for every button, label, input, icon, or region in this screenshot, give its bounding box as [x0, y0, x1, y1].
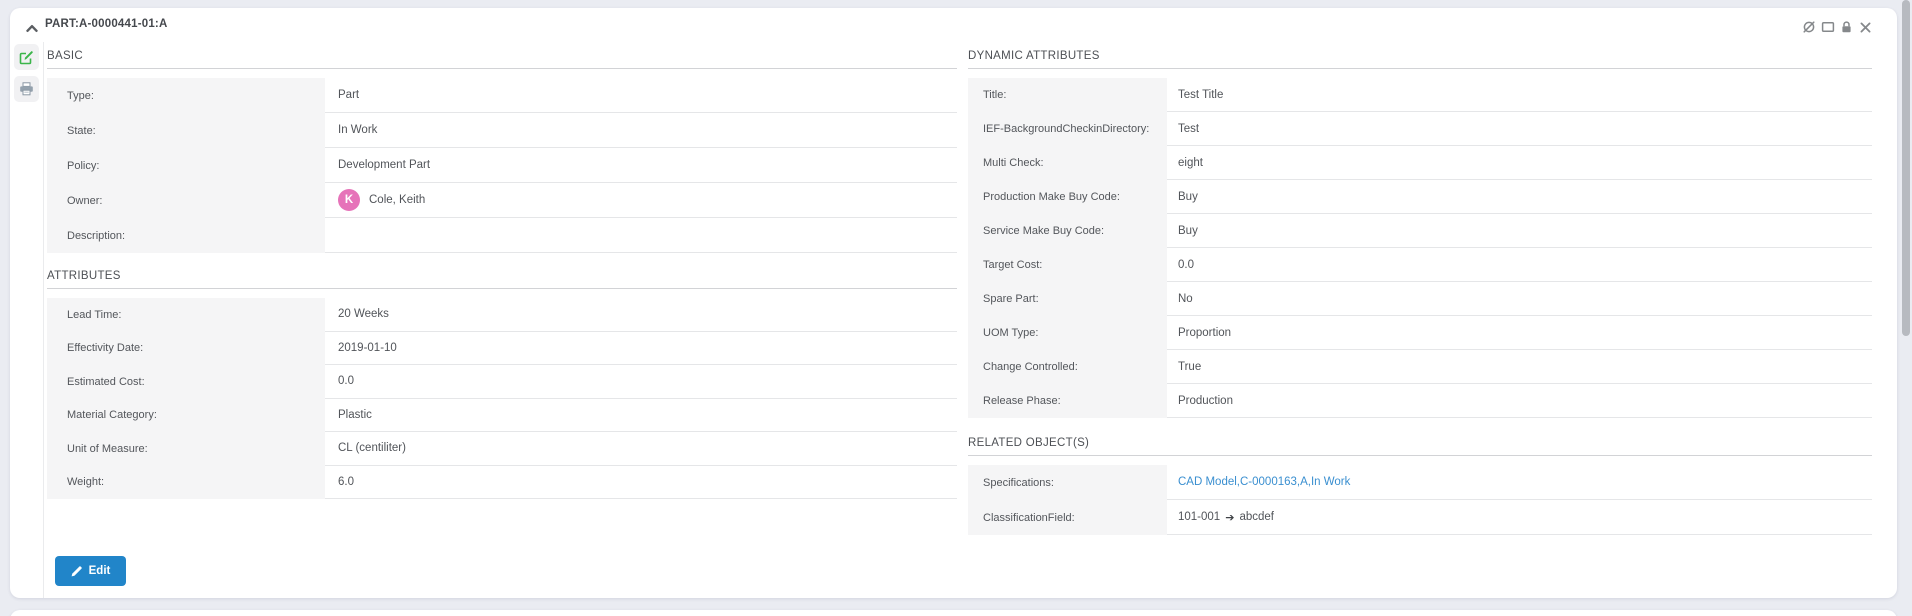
field-row: [968, 248, 1872, 282]
next-panel-edge: [10, 610, 1897, 616]
refresh-icon[interactable]: [1801, 20, 1816, 34]
section-rows: [968, 78, 1872, 418]
section-rows: [968, 465, 1872, 535]
field-label: Unit of Measure:: [47, 432, 325, 466]
chevron-up-icon: [26, 24, 38, 33]
specification-link[interactable]: CAD Model,C-0000163,A,In Work: [1178, 476, 1351, 488]
pencil-icon: [71, 566, 82, 577]
field-row: [968, 282, 1872, 316]
field-value: Part: [325, 78, 957, 113]
field-value: Production: [1167, 384, 1872, 418]
field-value: Test Title: [1167, 78, 1872, 112]
section-title: RELATED OBJECT(S): [968, 437, 1872, 456]
field-label: Type:: [47, 78, 325, 113]
field-row: [47, 113, 957, 148]
field-label: IEF-BackgroundCheckinDirectory:: [968, 112, 1167, 146]
field-row: [47, 298, 957, 332]
field-label: Specifications:: [968, 465, 1167, 500]
field-row: [968, 316, 1872, 350]
field-row: [47, 399, 957, 433]
field-row: [968, 214, 1872, 248]
edit-properties-button[interactable]: [14, 44, 39, 70]
classification-code: 101-001: [1178, 511, 1221, 523]
field-value: 20 Weeks: [325, 298, 957, 332]
field-row: [47, 432, 957, 466]
section-rows: [47, 298, 957, 499]
field-value: 6.0: [325, 466, 957, 500]
print-button[interactable]: [14, 76, 39, 102]
owner-avatar: K: [338, 189, 360, 211]
field-value: Buy: [1167, 214, 1872, 248]
field-value: [1167, 465, 1872, 500]
field-label: Title:: [968, 78, 1167, 112]
field-label: Estimated Cost:: [47, 365, 325, 399]
field-label: Effectivity Date:: [47, 332, 325, 366]
field-value: In Work: [325, 113, 957, 148]
vertical-scrollbar-thumb[interactable]: [1902, 0, 1910, 336]
field-value: True: [1167, 350, 1872, 384]
field-value: 0.0: [1167, 248, 1872, 282]
owner-name: Cole, Keith: [369, 194, 426, 206]
field-label: Multi Check:: [968, 146, 1167, 180]
rail-divider: [43, 42, 44, 598]
field-value: Buy: [1167, 180, 1872, 214]
field-row: [47, 78, 957, 113]
field-label: Owner:: [47, 183, 325, 218]
lock-icon[interactable]: [1839, 20, 1854, 34]
edit-button-label: Edit: [88, 565, 111, 577]
collapse-button[interactable]: [26, 20, 40, 32]
field-value: eight: [1167, 146, 1872, 180]
field-row: [47, 365, 957, 399]
field-row: [968, 350, 1872, 384]
field-row: [47, 218, 957, 253]
field-label: State:: [47, 113, 325, 148]
field-row: [47, 332, 957, 366]
field-label: Target Cost:: [968, 248, 1167, 282]
field-row: [47, 466, 957, 500]
edit-button[interactable]: [55, 556, 126, 586]
field-value: Test: [1167, 112, 1872, 146]
field-label: Change Controlled:: [968, 350, 1167, 384]
field-label: Policy:: [47, 148, 325, 183]
field-value: Development Part: [325, 148, 957, 183]
field-row: [968, 112, 1872, 146]
field-row: [968, 384, 1872, 418]
field-row: [968, 78, 1872, 112]
section-dynamic-attributes: [968, 50, 1872, 418]
field-label: Material Category:: [47, 399, 325, 433]
field-row: [968, 465, 1872, 500]
field-label: Description:: [47, 218, 325, 253]
field-value: CL (centiliter): [325, 432, 957, 466]
field-label: Service Make Buy Code:: [968, 214, 1167, 248]
edit-note-icon: [19, 50, 34, 65]
field-label: ClassificationField:: [968, 500, 1167, 535]
section-related-objects: [968, 437, 1872, 535]
panel-title: PART:A-0000441-01:A: [45, 18, 168, 30]
classification-value: abcdef: [1239, 511, 1274, 523]
section-title: ATTRIBUTES: [47, 270, 957, 289]
field-value: Proportion: [1167, 316, 1872, 350]
field-label: UOM Type:: [968, 316, 1167, 350]
section-title: BASIC: [47, 50, 957, 69]
field-row: [968, 180, 1872, 214]
section-title: DYNAMIC ATTRIBUTES: [968, 50, 1872, 69]
field-value: [1167, 500, 1872, 535]
field-value: 2019-01-10: [325, 332, 957, 366]
section-basic: [47, 50, 957, 253]
field-value: No: [1167, 282, 1872, 316]
field-value: [325, 218, 957, 253]
window-controls: [1801, 20, 1873, 34]
close-icon[interactable]: [1858, 20, 1873, 34]
field-value: Plastic: [325, 399, 957, 433]
maximize-icon[interactable]: [1820, 20, 1835, 34]
field-label: Production Make Buy Code:: [968, 180, 1167, 214]
field-value: 0.0: [325, 365, 957, 399]
side-toolbar: [14, 44, 42, 102]
arrow-right-icon: ➔: [1225, 511, 1235, 524]
field-value: [325, 183, 957, 218]
print-icon: [19, 82, 34, 96]
field-row: [968, 500, 1872, 535]
section-attributes: [47, 270, 957, 499]
field-label: Spare Part:: [968, 282, 1167, 316]
section-rows: [47, 78, 957, 253]
field-row: [47, 183, 957, 218]
part-preview-panel: [10, 8, 1897, 598]
field-row: [968, 146, 1872, 180]
field-label: Release Phase:: [968, 384, 1167, 418]
field-label: Lead Time:: [47, 298, 325, 332]
field-label: Weight:: [47, 466, 325, 500]
field-row: [47, 148, 957, 183]
